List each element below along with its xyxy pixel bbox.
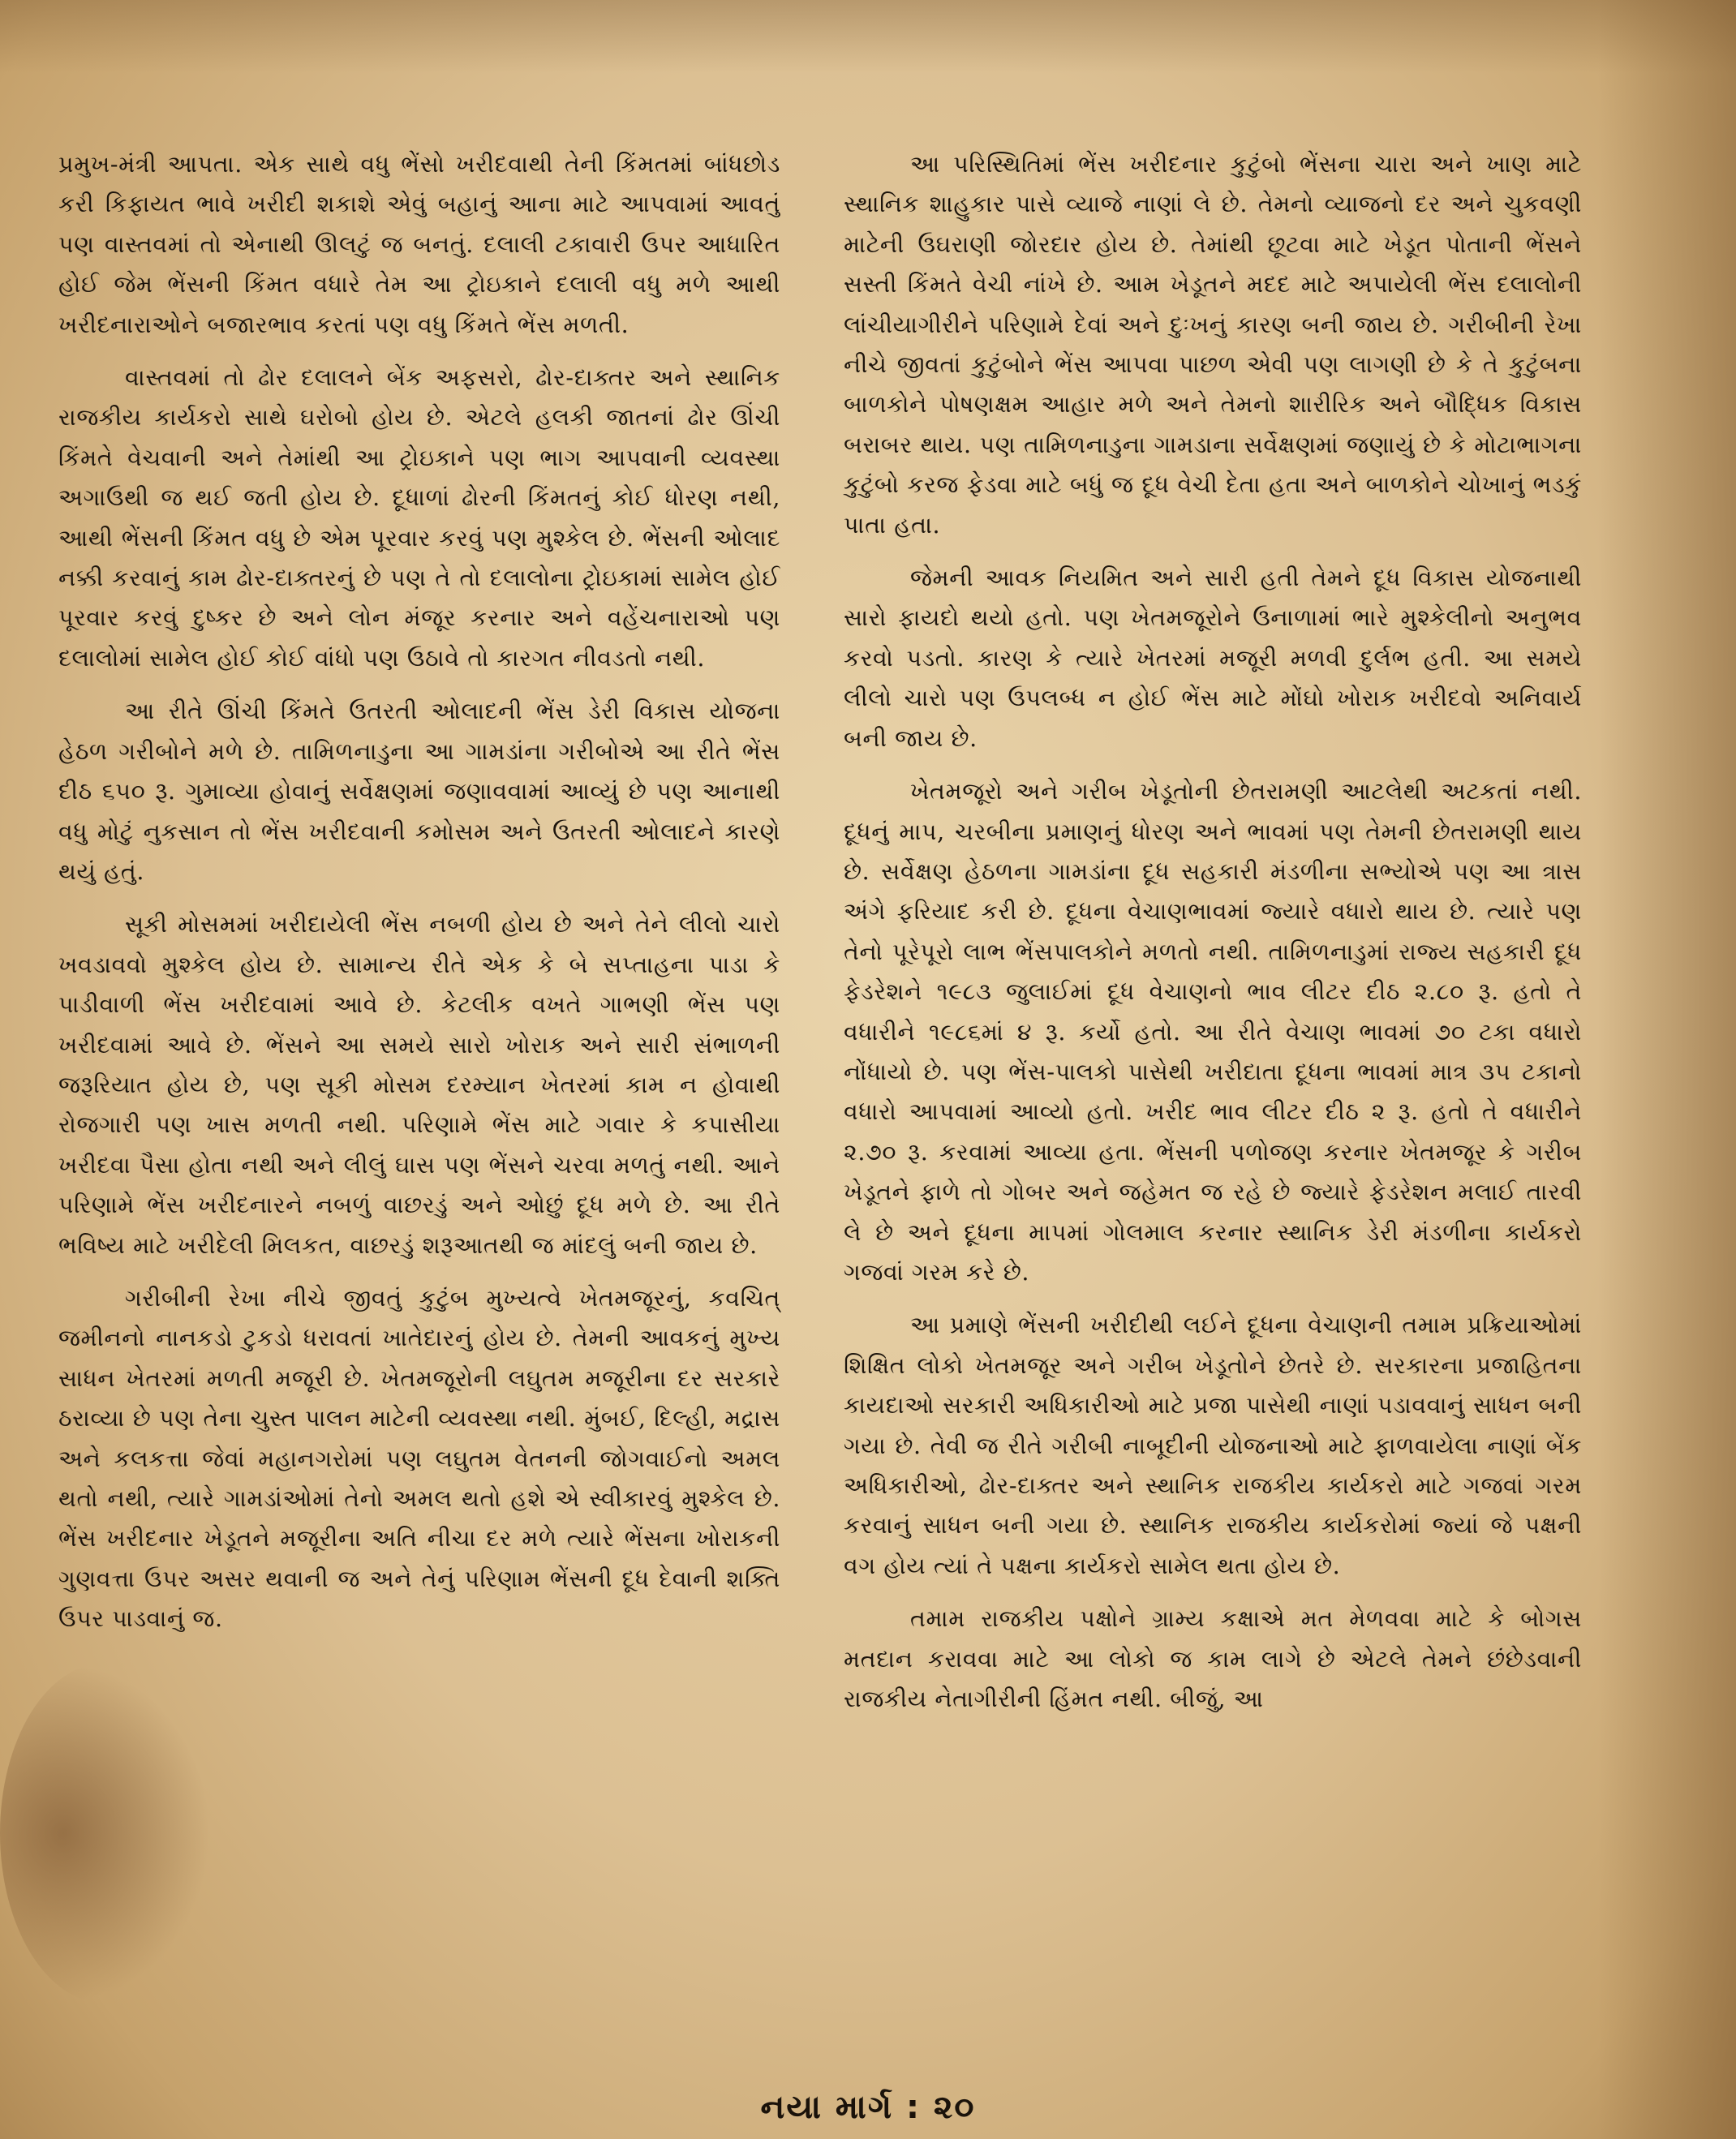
paragraph: ગરીબીની રેખા નીચે જીવતું કુટુંબ મુખ્યત્વે ખેતમજૂરનું, કવચિત્ જમીનનો નાનકડો ટુકડો ધરાવતાં ખાતેદારનું હોય છે. તેમની આવકનું મુખ્ય સાધન ખેતરમાં મળતી મજૂરી છે. ખેતમજૂરોની લઘુતમ મજૂરીના દર સરકારે ઠરાવ્યા છે પણ તેના ચુસ્ત પાલન માટેની વ્યવસ્થા નથી. મુંબઈ, દિલ્હી, મદ્રાસ અને કલકત્તા જેવાં મહાનગરોમાં પણ લઘુતમ વેતનની જોગવાઈનો અમલ થતો નથી, ત્યારે ગામડાંઓમાં તેનો અમલ થતો હશે એ સ્વીકારવું મુશ્કેલ છે. ભેંસ ખરીદનાર ખેડૂતને મજૂરીના અતિ નીચા દર મળે ત્યારે ભેંસના ખોરાકની ગુણવત્તા ઉપર અસર થવાની જ અને તેનું પરિણામ ભેંસની દૂધ દેવાની શક્તિ ઉપર પાડવાનું જ. xyxy=(58,1284,780,1633)
water-stain xyxy=(0,1663,211,2004)
paragraph: સૂકી મોસમમાં ખરીદાયેલી ભેંસ નબળી હોય છે અને તેને લીલો ચારો ખવડાવવો મુશ્કેલ હોય છે. સામાન્ય રીતે એક કે બે સપ્તાહના પાડા કે પાડીવાળી ભેંસ ખરીદવામાં આવે છે. કેટલીક વખતે ગાભણી ભેંસ પણ ખરીદવામાં આવે છે. ભેંસને આ સમયે સારો ખોરાક અને સારી સંભાળની જરૂરિયાત હોય છે, પણ સૂકી મોસમ દરમ્યાન ખેતરમાં કામ ન હોવાથી રોજગારી પણ ખાસ મળતી નથી. પરિણામે ભેંસ માટે ગવાર કે કપાસીયા ખરીદવા પૈસા હોતા નથી અને લીલું ઘાસ પણ ભેંસને ચરવા મળતું નથી. આને પરિણામે ભેંસ ખરીદનારને નબળું વાછરડું અને ઓછું દૂધ મળે છે. આ રીતે ભવિષ્ય માટે ખરીદેલી મિલકત, વાછરડું શરૂઆતથી જ માંદલું બની જાય છે. xyxy=(58,911,780,1259)
paragraph: આ પરિસ્થિતિમાં ભેંસ ખરીદનાર કુટુંબો ભેંસના ચારા અને ખાણ માટે સ્થાનિક શાહુકાર પાસે વ્યાજે નાણાં લે છે. તેમનો વ્યાજનો દર અને ચુકવણી માટેની ઉઘરાણી જોરદાર હોય છે. તેમાંથી છૂટવા માટે ખેડૂત પોતાની ભેંસને સસ્તી કિંમતે વેચી નાંખે છે. આમ ખેડૂતને મદદ માટે અપાયેલી ભેંસ દલાલોની લાંચીયાગીરીને પરિણામે દેવાં અને દુઃખનું કારણ બની જાય છે. ગરીબીની રેખા નીચે જીવતાં કુટુંબોને ભેંસ આપવા પાછળ એવી પણ લાગણી છે કે તે કુટુંબના બાળકોને પોષણક્ષમ આહાર મળે અને તેમનો શારીરિક અને બૌદ્ધિક વિકાસ બરાબર થાય. પણ તામિળનાડુના ગામડાના સર્વેક્ષણમાં જણાયું છે કે મોટાભાગના કુટુંબો કરજ ફેડવા માટે બધું જ દૂધ વેચી દેતા હતા અને બાળકોને ચોખાનું ભડકું પાતા હતા. xyxy=(844,151,1582,539)
paragraph: જેમની આવક નિયમિત અને સારી હતી તેમને દૂધ વિકાસ યોજનાથી સારો ફાયદો થયો હતો. પણ ખેતમજૂરોને ઉનાળામાં ભારે મુશ્કેલીનો અનુભવ કરવો પડતો. કારણ કે ત્યારે ખેતરમાં મજૂરી મળવી દુર્લભ હતી. આ સમયે લીલો ચારો પણ ઉપલબ્ધ ન હોઈ ભેંસ માટે મોંઘો ખોરાક ખરીદવો અનિવાર્ય બની જાય છે. xyxy=(844,565,1582,752)
page-edge-shading-top xyxy=(0,0,1736,73)
right-column xyxy=(844,144,1582,1732)
paragraph: પ્રમુખ-મંત્રી આપતા. એક સાથે વધુ ભેંસો ખરીદવાથી તેની કિંમતમાં બાંધછોડ કરી કિફાયત ભાવે ખરીદી શકાશે એવું બહાનું આના માટે આપવામાં આવતું પણ વાસ્તવમાં તો એનાથી ઊલટું જ બનતું. દલાલી ટકાવારી ઉપર આધારિત હોઈ જેમ ભેંસની કિંમત વધારે તેમ આ ટ્રોઇકાને દલાલી વધુ મળે આથી ખરીદનારાઓને બજારભાવ કરતાં પણ વધુ કિંમતે ભેંસ મળતી. xyxy=(58,151,780,338)
paragraph: ખેતમજૂરો અને ગરીબ ખેડૂતોની છેતરામણી આટલેથી અટકતાં નથી. દૂધનું માપ, ચરબીના પ્રમાણનું ધોરણ અને ભાવમાં પણ તેમની છેતરામણી થાય છે. સર્વેક્ષણ હેઠળના ગામડાંના દૂધ સહકારી મંડળીના સભ્યોએ પણ આ ત્રાસ અંગે ફરિયાદ કરી છે. દૂધના વેચાણભાવમાં જ્યારે વધારો થાય છે. ત્યારે પણ તેનો પૂરેપૂરો લાભ ભેંસપાલકોને મળતો નથી. તામિળનાડુમાં રાજ્ય સહકારી દૂધ ફેડરેશને ૧૯૮૩ જુલાઈમાં દૂધ વેચાણનો ભાવ લીટર દીઠ ૨.૮૦ રૂ. હતો તે વધારીને ૧૯૮૬માં ૪ રૂ. કર્યો હતો. આ રીતે વેચાણ ભાવમાં ૭૦ ટકા વધારો નોંધાયો છે. પણ ભેંસ-પાલકો પાસેથી ખરીદાતા દૂધના ભાવમાં માત્ર ૩૫ ટકાનો વધારો આપવામાં આવ્યો હતો. ખરીદ ભાવ લીટર દીઠ ૨ રૂ. હતો તે વધારીને ૨.૭૦ રૂ. કરવામાં આવ્યા હતા. ભેંસની પળોજણ કરનાર ખેતમજૂર કે ગરીબ ખેડૂતને ફાળે તો ગોબર અને જહેમત જ રહે છે જ્યારે ફેડરેશન મલાઈ તારવી લે છે અને દૂધના માપમાં ગોલમાલ કરનાર સ્થાનિક ડેરી મંડળીના કાર્યકરો ગજવાં ગરમ કરે છે. xyxy=(844,778,1582,1286)
paragraph: તમામ રાજકીય પક્ષોને ગ્રામ્ય કક્ષાએ મત મેળવવા માટે કે બોગસ મતદાન કરાવવા માટે આ લોકો જ કામ લાગે છે એટલે તેમને છંછેડવાની રાજકીય નેતાગીરીની હિંમત નથી. બીજું, આ xyxy=(844,1605,1582,1713)
paragraph: આ પ્રમાણે ભેંસની ખરીદીથી લઈને દૂધના વેચાણની તમામ પ્રક્રિયાઓમાં શિક્ષિત લોકો ખેતમજૂર અને ગરીબ ખેડૂતોને છેતરે છે. સરકારના પ્રજાહિતના કાયદાઓ સરકારી અધિકારીઓ માટે પ્રજા પાસેથી નાણાં પડાવવાનું સાધન બની ગયા છે. તેવી જ રીતે ગરીબી નાબૂદીની યોજનાઓ માટે ફાળવાયેલા નાણાં બેંક અધિકારીઓ, ઢોર-દાક્તર અને સ્થાનિક રાજકીય કાર્યકરો માટે ગજવાં ગરમ કરવાનું સાધન બની ગયા છે. સ્થાનિક રાજકીય કાર્યકરોમાં જ્યાં જે પક્ષની વગ હોય ત્યાં તે પક્ષના કાર્યકરો સામેલ થતા હોય છે. xyxy=(844,1312,1582,1579)
left-column xyxy=(58,144,780,1652)
page-edge-shading-right xyxy=(1598,0,1736,2139)
paragraph: આ રીતે ઊંચી કિંમતે ઉતરતી ઓલાદની ભેંસ ડેરી વિકાસ યોજના હેઠળ ગરીબોને મળે છે. તામિળનાડુના આ ગામડાંના ગરીબોએ આ રીતે ભેંસ દીઠ ૬૫૦ રૂ. ગુમાવ્યા હોવાનું સર્વેક્ષણમાં જણાવવામાં આવ્યું છે પણ આનાથી વધુ મોટું નુકસાન તો ભેંસ ખરીદવાની કમોસમ અને ઉતરતી ઓલાદને કારણે થયું હતું. xyxy=(58,698,780,885)
paragraph: વાસ્તવમાં તો ઢોર દલાલને બેંક અફસરો, ઢોર-દાક્તર અને સ્થાનિક રાજકીય કાર્યકરો સાથે ઘરોબો હોય છે. એટલે હલકી જાતનાં ઢોર ઊંચી કિંમતે વેચવાની અને તેમાંથી આ ટ્રોઇકાને પણ ભાગ આપવાની વ્યવસ્થા અગાઉથી જ થઈ જતી હોય છે. દૂધાળાં ઢોરની કિંમતનું કોઈ ધોરણ નથી, આથી ભેંસની કિંમત વધુ છે એમ પૂરવાર કરવું પણ મુશ્કેલ છે. ભેંસની ઓલાદ નક્કી કરવાનું કામ ઢોર-દાક્તરનું છે પણ તે તો દલાલોના ટ્રોઇકામાં સામેલ હોઈ પૂરવાર કરવું દુષ્કર છે અને લોન મંજૂર કરનાર અને વહેંચનારાઓ પણ દલાલોમાં સામેલ હોઈ કોઈ વાંધો પણ ઉઠાવે તો કારગત નીવડતો નથી. xyxy=(58,364,780,672)
page-footer: નયા માર્ગ : ૨૦ xyxy=(760,2089,976,2126)
